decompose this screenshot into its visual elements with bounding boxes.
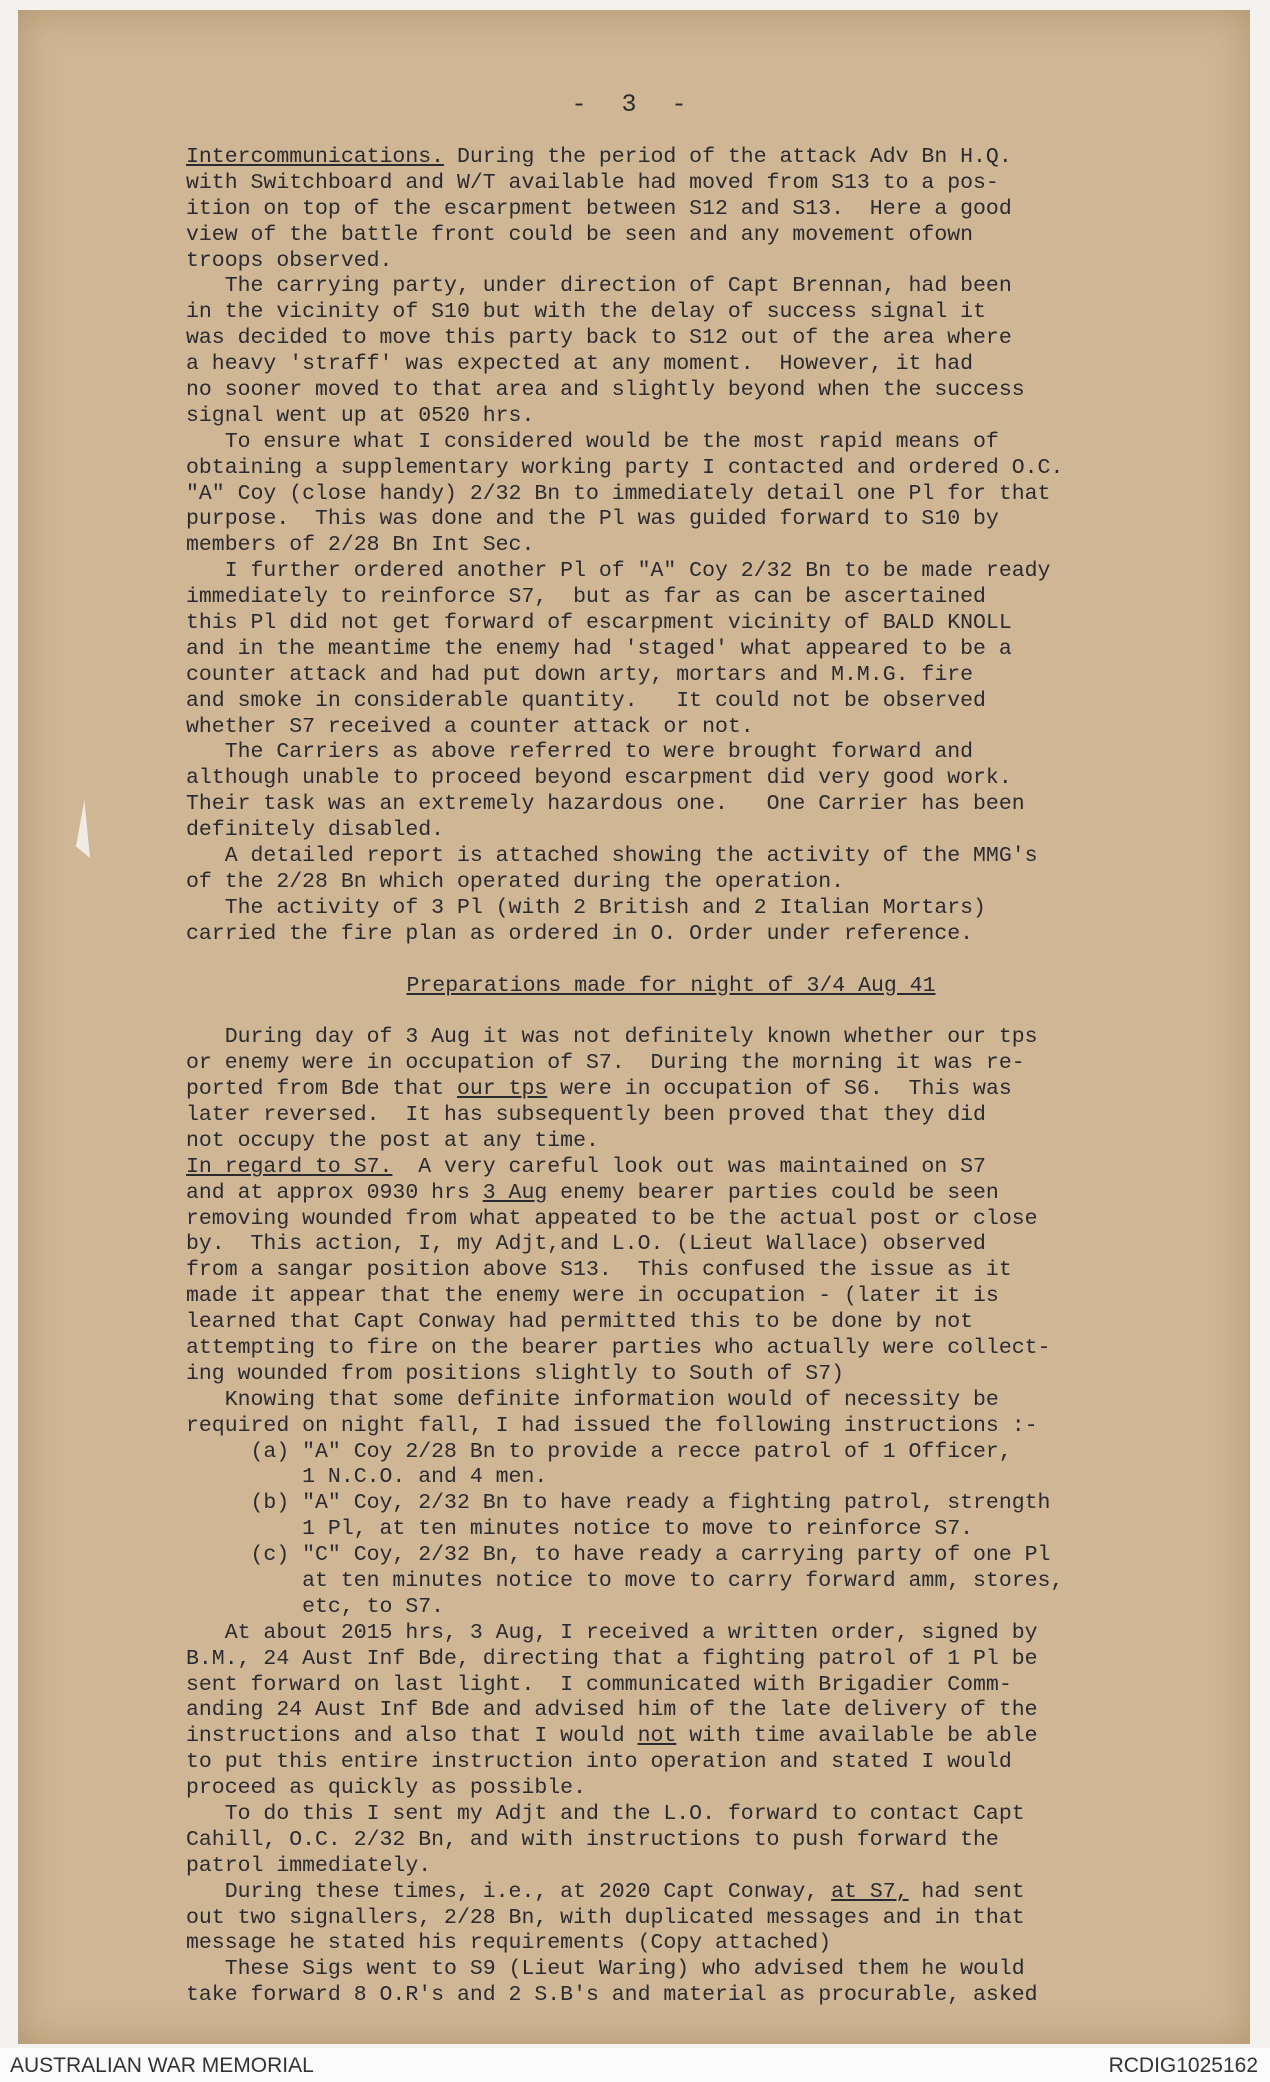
paper-tear <box>76 800 90 858</box>
text-line <box>186 274 1266 300</box>
line-text: and smoke in considerable quantity. It could not be observed <box>186 688 986 713</box>
text-line <box>186 1750 1266 1776</box>
line-text: 1 N.C.O. and 4 men. <box>186 1465 548 1490</box>
text-line <box>186 1854 1266 1880</box>
text-line <box>186 404 1266 430</box>
line-text: take forward 8 O.R's and 2 S.B's and material as procurable, asked <box>186 1983 1038 2008</box>
line-text: ported from Bde that <box>186 1077 457 1102</box>
text-line <box>186 1207 1266 1233</box>
line-text: ing wounded from positions slightly to South of S7) <box>186 1361 845 1386</box>
text-line <box>186 1362 1266 1388</box>
text-line <box>186 145 1266 171</box>
text-line <box>186 1440 1266 1466</box>
line-text: definitely disabled. <box>186 818 445 843</box>
underlined-text: not <box>637 1724 677 1749</box>
text-line <box>186 1414 1266 1440</box>
line-text: view of the battle front could be seen and any movement ofown <box>186 222 974 247</box>
line-text: and at approx 0930 hrs <box>186 1180 483 1205</box>
line-text: Cahill, O.C. 2/32 Bn, and with instructions to push forward the <box>186 1827 999 1852</box>
document-page <box>18 10 1250 2044</box>
line-text: ition on top of the escarpment between S12 and S13. Here a good <box>186 196 1012 221</box>
line-text: message he stated his requirements (Copy attached) <box>186 1931 832 1956</box>
line-text: a heavy 'straff' was expected at any moment. However, it had <box>186 352 974 377</box>
line-text: immediately to reinforce S7, but as far as can be ascertained <box>186 585 986 610</box>
text-line <box>186 378 1266 404</box>
underlined-text: Intercommunications. <box>186 145 445 169</box>
line-text: members of 2/28 Bn Int Sec. <box>186 533 535 558</box>
text-line <box>186 300 1266 326</box>
text-line <box>186 689 1266 715</box>
line-text: of the 2/28 Bn which operated during the operation. <box>186 869 845 894</box>
text-line <box>186 1906 1266 1932</box>
line-text: with time available be able <box>676 1724 1038 1749</box>
line-text: sent forward on last light. I communicated with Brigadier Comm- <box>186 1672 1012 1697</box>
underlined-text: our tps <box>456 1077 548 1102</box>
text-line <box>186 1724 1266 1750</box>
text-line <box>186 352 1266 378</box>
line-text: obtaining a supplementary working party I contacted and ordered O.C. <box>186 455 1064 480</box>
text-line <box>186 1543 1266 1569</box>
text-line <box>186 715 1266 741</box>
text-line <box>186 870 1266 896</box>
text-line <box>186 1621 1266 1647</box>
text-line <box>186 1155 1266 1181</box>
line-text: counter attack and had put down arty, mortars and M.M.G. fire <box>186 662 974 687</box>
line-text: made it appear that the enemy were in occupation - (later it is <box>186 1284 999 1309</box>
line-text: Knowing that some definite information would of necessity be <box>186 1387 999 1412</box>
underlined-text: Preparations made for night of 3/4 Aug 41 <box>406 973 936 998</box>
archive-footer <box>0 2048 1270 2082</box>
line-text: (c) "C" Coy, 2/32 Bn, to have ready a carrying party of one Pl <box>186 1543 1051 1568</box>
text-line <box>186 1051 1266 1077</box>
text-line <box>186 1103 1266 1129</box>
line-text: A very careful look out was maintained on S7 <box>392 1154 986 1179</box>
text-line <box>186 1983 1266 2009</box>
text-line <box>186 1673 1266 1699</box>
text-line <box>186 1647 1266 1673</box>
line-text: 1 Pl, at ten minutes notice to move to reinforce S7. <box>186 1517 974 1542</box>
line-text: "A" Coy (close handy) 2/32 Bn to immediately detail one Pl for that <box>186 481 1051 506</box>
paragraph-gap <box>186 999 1266 1025</box>
text-line <box>186 1776 1266 1802</box>
line-text: The Carriers as above referred to were brought forward and <box>186 740 974 765</box>
line-text: These Sigs went to S9 (Lieut Waring) who advised them he would <box>186 1957 1025 1982</box>
line-text: by. This action, I, my Adjt,and L.O. (Lieut Wallace) observed <box>186 1232 986 1257</box>
text-line <box>186 792 1266 818</box>
footer-source: AUSTRALIAN WAR MEMORIAL <box>10 2054 314 2077</box>
line-text: were in occupation of S6. This was <box>547 1077 1012 1102</box>
text-line <box>186 844 1266 870</box>
line-text: although unable to proceed beyond escarpment did very good work. <box>186 766 1012 791</box>
section-heading <box>186 974 1266 1000</box>
text-line <box>186 1880 1266 1906</box>
text-line <box>186 1388 1266 1414</box>
text-line <box>186 1129 1266 1155</box>
text-line <box>186 896 1266 922</box>
text-line <box>186 1181 1266 1207</box>
line-text: During day of 3 Aug it was not definitely known whether our tps <box>186 1025 1038 1050</box>
text-line <box>186 1310 1266 1336</box>
text-line <box>186 1336 1266 1362</box>
line-text: Their task was an extremely hazardous one. One Carrier has been <box>186 792 1025 817</box>
text-line <box>186 482 1266 508</box>
text-line <box>186 1258 1266 1284</box>
line-text: proceed as quickly as possible. <box>186 1776 586 1801</box>
text-line <box>186 1698 1266 1724</box>
text-line <box>186 507 1266 533</box>
text-line <box>186 1232 1266 1258</box>
text-line <box>186 922 1266 948</box>
line-text: enemy bearer parties could be seen <box>547 1180 999 1205</box>
line-text: with Switchboard and W/T available had moved from S13 to a pos- <box>186 170 999 195</box>
line-text: required on night fall, I had issued the following instructions :- <box>186 1413 1038 1438</box>
line-text: this Pl did not get forward of escarpment vicinity of BALD KNOLL <box>186 611 1012 636</box>
line-text: During the period of the attack Adv Bn H.Q. <box>444 145 1012 169</box>
paragraph-gap <box>186 948 1266 974</box>
text-line <box>186 1828 1266 1854</box>
line-text: learned that Capt Conway had permitted this to be done by not <box>186 1310 974 1335</box>
text-line <box>186 740 1266 766</box>
text-line <box>186 1931 1266 1957</box>
text-line <box>186 1284 1266 1310</box>
line-text: out two signallers, 2/28 Bn, with duplicated messages and in that <box>186 1905 1025 1930</box>
text-line <box>186 1077 1266 1103</box>
line-text: purpose. This was done and the Pl was guided forward to S10 by <box>186 507 999 532</box>
line-text: instructions and also that I would <box>186 1724 638 1749</box>
text-line <box>186 1569 1266 1595</box>
text-line <box>186 223 1266 249</box>
line-text: The carrying party, under direction of Capt Brennan, had been <box>186 274 1012 299</box>
text-line <box>186 766 1266 792</box>
line-text: During these times, i.e., at 2020 Capt Conway, <box>186 1879 832 1904</box>
line-text: in the vicinity of S10 but with the delay of success signal it <box>186 300 986 325</box>
line-text: patrol immediately. <box>186 1853 432 1878</box>
line-text: no sooner moved to that area and slightly beyond when the success <box>186 378 1025 403</box>
line-text: The activity of 3 Pl (with 2 British and 2 Italian Mortars) <box>186 895 986 920</box>
line-text: or enemy were in occupation of S7. During the morning it was re- <box>186 1051 1025 1076</box>
text-line <box>186 249 1266 275</box>
text-line <box>186 559 1266 585</box>
line-text: carried the fire plan as ordered in O. Order under reference. <box>186 921 974 946</box>
text-line <box>186 326 1266 352</box>
text-line <box>186 1517 1266 1543</box>
text-line <box>186 611 1266 637</box>
line-text: signal went up at 0520 hrs. <box>186 403 535 428</box>
line-text: at ten minutes notice to move to carry forward amm, stores, <box>186 1568 1064 1593</box>
text-line <box>186 1595 1266 1621</box>
line-text: To ensure what I considered would be the most rapid means of <box>186 429 999 454</box>
line-text: was decided to move this party back to S12 out of the area where <box>186 326 1012 351</box>
footer-id: RCDIG1025162 <box>1108 2054 1258 2077</box>
text-line <box>186 1465 1266 1491</box>
line-text: had sent <box>908 1879 1025 1904</box>
line-text: and in the meantime the enemy had 'staged' what appeared to be a <box>186 636 1012 661</box>
page-number: - 3 - <box>571 90 697 119</box>
text-line <box>186 197 1266 223</box>
line-text: To do this I sent my Adjt and the L.O. forward to contact Capt <box>186 1802 1025 1826</box>
text-line <box>186 533 1266 559</box>
text-line <box>186 818 1266 844</box>
line-text: from a sangar position above S13. This confused the issue as it <box>186 1258 1012 1283</box>
text-line <box>186 430 1266 456</box>
line-text: removing wounded from what appeated to be the actual post or close <box>186 1206 1038 1231</box>
line-text: attempting to fire on the bearer parties who actually were collect- <box>186 1335 1051 1360</box>
text-line <box>186 1802 1266 1828</box>
text-line <box>186 1025 1266 1051</box>
line-text: B.M., 24 Aust Inf Bde, directing that a fighting patrol of 1 Pl be <box>186 1646 1038 1671</box>
text-line <box>186 637 1266 663</box>
line-text: not occupy the post at any time. <box>186 1128 599 1153</box>
text-line <box>186 456 1266 482</box>
text-line <box>186 171 1266 197</box>
line-text: At about 2015 hrs, 3 Aug, I received a written order, signed by <box>186 1620 1038 1645</box>
line-text: later reversed. It has subsequently been proved that they did <box>186 1102 986 1127</box>
underlined-text: at S7, <box>831 1879 909 1904</box>
text-line <box>186 1491 1266 1517</box>
line-text: A detailed report is attached showing the activity of the MMG's <box>186 844 1038 869</box>
line-text: I further ordered another Pl of "A" Coy 2/32 Bn to be made ready <box>186 559 1051 584</box>
document-body <box>186 145 1266 2009</box>
underlined-text: In regard to S7. <box>186 1154 393 1179</box>
line-text: whether S7 received a counter attack or not. <box>186 714 754 739</box>
line-text: etc, to S7. <box>186 1594 445 1619</box>
text-line <box>186 585 1266 611</box>
text-line <box>186 1957 1266 1983</box>
line-text: (a) "A" Coy 2/28 Bn to provide a recce patrol of 1 Officer, <box>186 1439 1012 1464</box>
line-text: to put this entire instruction into operation and stated I would <box>186 1750 1012 1775</box>
text-line <box>186 663 1266 689</box>
line-text: (b) "A" Coy, 2/32 Bn to have ready a fighting patrol, strength <box>186 1491 1051 1516</box>
underlined-text: 3 Aug <box>482 1180 548 1205</box>
line-text: troops observed. <box>186 248 393 273</box>
line-text: anding 24 Aust Inf Bde and advised him of the late delivery of the <box>186 1698 1038 1723</box>
